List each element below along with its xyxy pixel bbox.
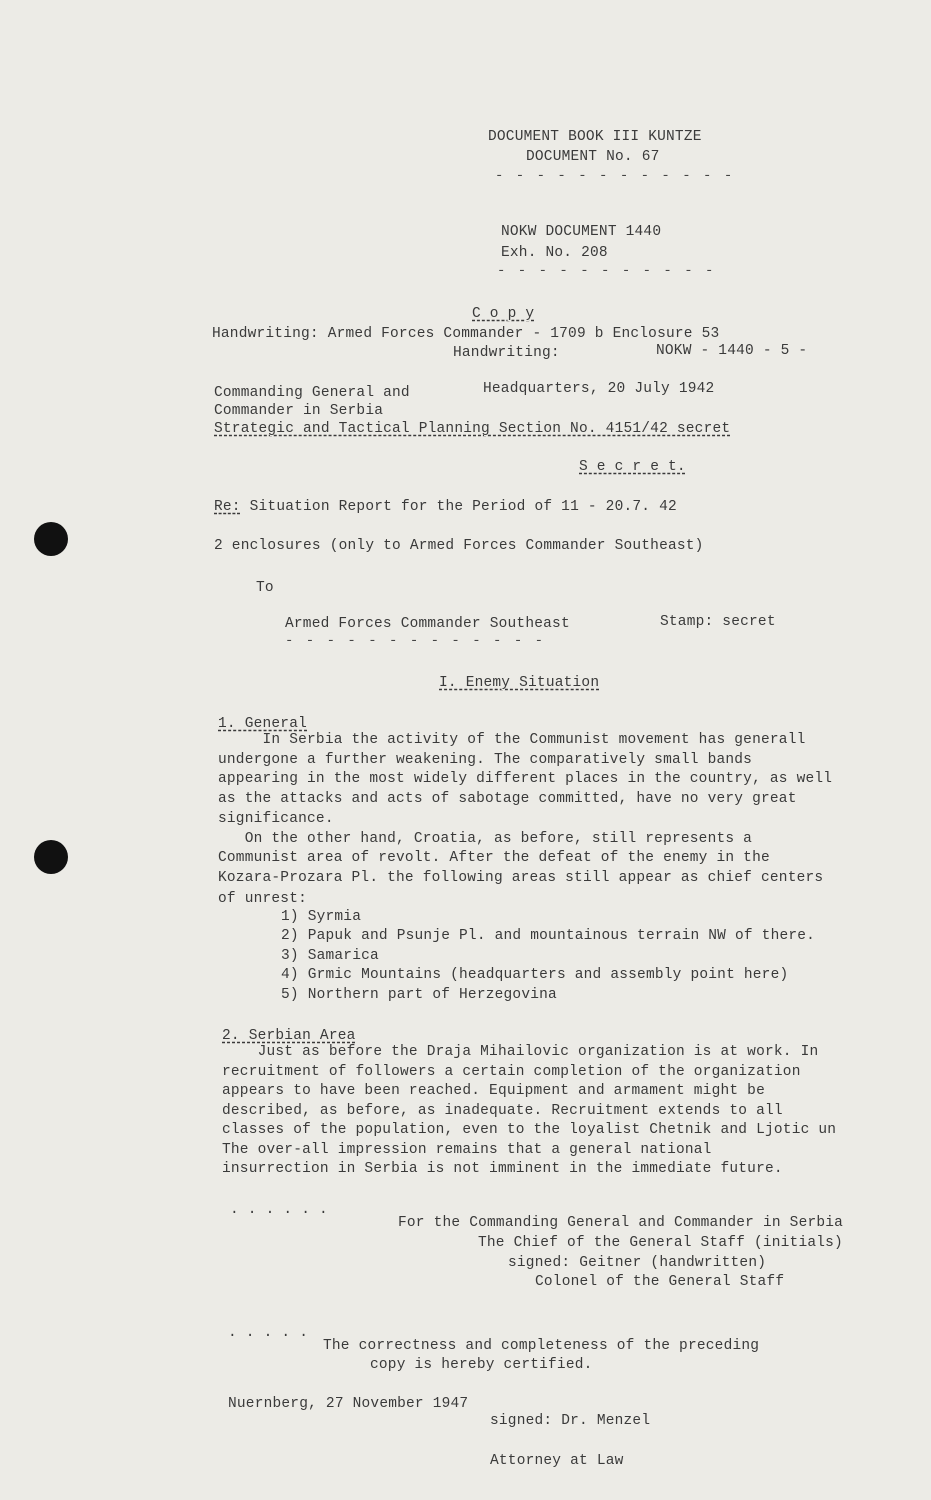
separator: - - - - - - - - - - - - (495, 168, 735, 184)
certification-line: The correctness and completeness of the preceding (323, 1338, 760, 1354)
omission-dots: . . . . . (228, 1325, 309, 1341)
punch-hole (34, 840, 68, 874)
omission-dots: . . . . . . (230, 1202, 328, 1218)
serbian-line: described, as before, as inadequate. Recruitment extends to all (222, 1103, 783, 1119)
serbian-line: recruitment of followers a certain completion of the organization (222, 1064, 801, 1080)
serbian-line: insurrection in Serbia is not imminent in the immediate future. (222, 1161, 783, 1177)
handwriting-note: Handwriting: Armed Forces Commander - 1709 b Enclosure 53 (212, 326, 720, 342)
enclosures-note: 2 enclosures (only to Armed Forces Commander Southeast) (214, 538, 704, 554)
nokw-document: NOKW DOCUMENT 1440 (501, 224, 662, 240)
handwriting-label: Handwriting: (453, 345, 560, 361)
document-book-title: DOCUMENT BOOK III KUNTZE (488, 129, 702, 145)
serbian-line: The over-all impression remains that a general national (222, 1142, 712, 1158)
to-label: To (256, 580, 274, 596)
serbian-line: Just as before the Draja Mihailovic organization is at work. In (222, 1044, 819, 1060)
general-line: Kozara-Prozara Pl. the following areas still appear as chief centers (218, 870, 824, 886)
exhibit-number: Exh. No. 208 (501, 245, 608, 261)
general-line: In Serbia the activity of the Communist movement has generall (218, 732, 806, 748)
list-item: 2) Papuk and Psunje Pl. and mountainous terrain NW of there. (281, 928, 816, 944)
general-line: On the other hand, Croatia, as before, still represents a (218, 831, 753, 847)
signature-line: Colonel of the General Staff (535, 1274, 785, 1290)
separator: - - - - - - - - - - - - - (285, 633, 546, 649)
separator: - - - - - - - - - - - (497, 263, 716, 279)
document-number: DOCUMENT No. 67 (526, 149, 660, 165)
signer-title: Attorney at Law (490, 1453, 624, 1469)
section-reference: Strategic and Tactical Planning Section No. 4151/42 secret (214, 421, 731, 437)
sender-line: Commanding General and (214, 385, 410, 401)
serbian-heading: 2. Serbian Area (222, 1028, 356, 1044)
list-item: 5) Northern part of Herzegovina (281, 987, 557, 1003)
signature-line: For the Commanding General and Commander in Serbia (398, 1215, 844, 1231)
copy-label: C o p y (472, 306, 535, 322)
serbian-line: appears to have been reached. Equipment and armament might be (222, 1083, 765, 1099)
general-line: appearing in the most widely different places in the country, as well (218, 771, 833, 787)
subject-text: Situation Report for the Period of 11 - 20.7. 42 (240, 499, 677, 515)
certification-line: copy is hereby certified. (370, 1357, 593, 1373)
list-item: 4) Grmic Mountains (headquarters and assembly point here) (281, 967, 789, 983)
list-item: 3) Samarica (281, 948, 379, 964)
general-line: significance. (218, 811, 334, 827)
place-date: Nuernberg, 27 November 1947 (228, 1396, 469, 1412)
list-item: 1) Syrmia (281, 909, 362, 925)
serbian-line: classes of the population, even to the loyalist Chetnik and Ljotic un (222, 1122, 837, 1138)
general-line: of unrest: (218, 891, 308, 907)
general-line: undergone a further weakening. The comparatively small bands (218, 752, 753, 768)
punch-hole (34, 522, 68, 556)
section-title: I. Enemy Situation (439, 675, 600, 691)
recipient: Armed Forces Commander Southeast (285, 616, 570, 632)
classification: S e c r e t. (579, 459, 686, 475)
signed-by: signed: Dr. Menzel (490, 1413, 651, 1429)
general-line: Communist area of revolt. After the defeat of the enemy in the (218, 850, 770, 866)
headquarters-date: Headquarters, 20 July 1942 (483, 381, 715, 397)
general-line: as the attacks and acts of sabotage committed, have no very great (218, 791, 797, 807)
stamp-note: Stamp: secret (660, 614, 776, 630)
signature-line: signed: Geitner (handwritten) (508, 1255, 767, 1271)
handwriting-reference: NOKW - 1440 - 5 - (656, 343, 808, 359)
signature-line: The Chief of the General Staff (initials) (478, 1235, 843, 1251)
sender-line: Commander in Serbia (214, 403, 384, 419)
general-heading: 1. General (218, 716, 308, 732)
subject-line (214, 497, 677, 517)
subject-label: Re: (214, 499, 241, 515)
